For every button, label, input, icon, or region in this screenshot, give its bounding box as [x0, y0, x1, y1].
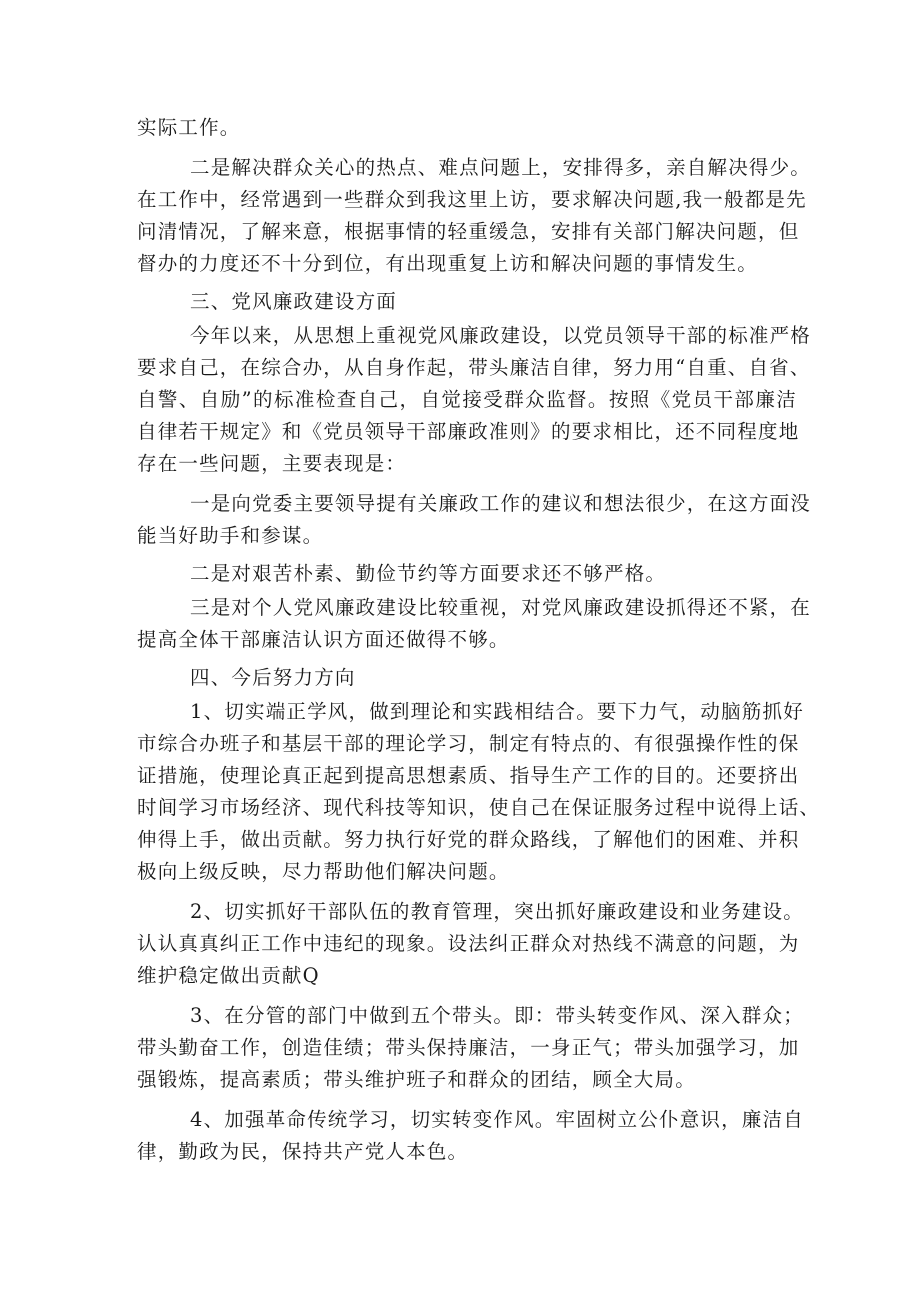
text-line: 强锻炼，提高素质；带头维护班子和群众的团结，顾全大局。 — [137, 1068, 696, 1091]
text-line: 在工作中，经常遇到一些群众到我这里上访，要求解决问题,我一般都是先 — [137, 188, 807, 211]
text-line: 实际工作。 — [137, 116, 241, 139]
text-line: 三是对个人党风廉政建设比较重视，对党风廉政建设抓得还不紧，在 — [190, 596, 812, 619]
text-line: 二是对艰苦朴素、勤俭节约等方面要求还不够严格。 — [190, 562, 667, 585]
text-line: 一是向党委主要领导提有关廉政工作的建议和想法很少，在这方面没 — [190, 492, 812, 515]
text-line: 维护稳定做出贡献Q — [137, 964, 320, 987]
text-line: 提高全体干部廉洁认识方面还做得不够。 — [137, 628, 510, 651]
text-line: 今年以来，从思想上重视党风廉政建设，以党员领导干部的标准严格 — [190, 324, 812, 347]
text-line: 自警、自励”的标准检查自己，自觉接受群众监督。按照《党员干部廉洁 — [137, 388, 797, 411]
text-line: 律，勤政为民，保持共产党人本色。 — [137, 1140, 469, 1163]
text-line: 问清情况，了解来意，根据事情的轻重缓急，安排有关部门解决问题，但 — [137, 220, 800, 243]
text-line: 2、切实抓好干部队伍的教育管理，突出抓好廉政建设和业务建设。 — [190, 900, 804, 923]
text-line: 4、加强革命传统学习，切实转变作风。牢固树立公仆意识，廉洁自 — [190, 1108, 804, 1131]
text-line: 时间学习市场经济、现代科技等知识，使自己在保证服务过程中说得上话、 — [137, 796, 821, 819]
text-line: 要求自己，在综合办，从自身作起，带头廉洁自律，努力用“自重、自省、 — [137, 356, 811, 379]
text-line: 能当好助手和参谋。 — [137, 524, 324, 547]
text-line: 自律若干规定》和《党员领导干部廉政准则》的要求相比，还不同程度地 — [137, 420, 800, 443]
text-line: 市综合办班子和基层干部的理论学习，制定有特点的、有很强操作性的保 — [137, 732, 800, 755]
text-line: 存在一些问题，主要表现是： — [137, 452, 407, 475]
text-line: 3、在分管的部门中做到五个带头。即：带头转变作风、深入群众； — [190, 1004, 804, 1027]
section-heading: 四、今后努力方向 — [190, 666, 356, 689]
text-line: 督办的力度还不十分到位，有出现重复上访和解决问题的事情发生。 — [137, 252, 759, 275]
text-line: 二是解决群众关心的热点、难点问题上，安排得多，亲自解决得少。 — [190, 156, 812, 179]
text-line: 带头勤奋工作，创造佳绩；带头保持廉洁，一身正气；带头加强学习，加 — [137, 1036, 800, 1059]
text-line: 认认真真纠正工作中违纪的现象。设法纠正群众对热线不满意的问题，为 — [137, 932, 800, 955]
text-line: 伸得上手，做出贡献。努力执行好党的群众路线，了解他们的困难、并积 — [137, 828, 800, 851]
section-heading: 三、党风廉政建设方面 — [190, 290, 398, 313]
text-line: 证措施，使理论真正起到提高思想素质、指导生产工作的目的。还要挤出 — [137, 764, 800, 787]
text-line: 极向上级反映，尽力帮助他们解决问题。 — [137, 860, 510, 883]
text-line: 1、切实端正学风，做到理论和实践相结合。要下力气，动脑筋抓好 — [190, 700, 804, 723]
